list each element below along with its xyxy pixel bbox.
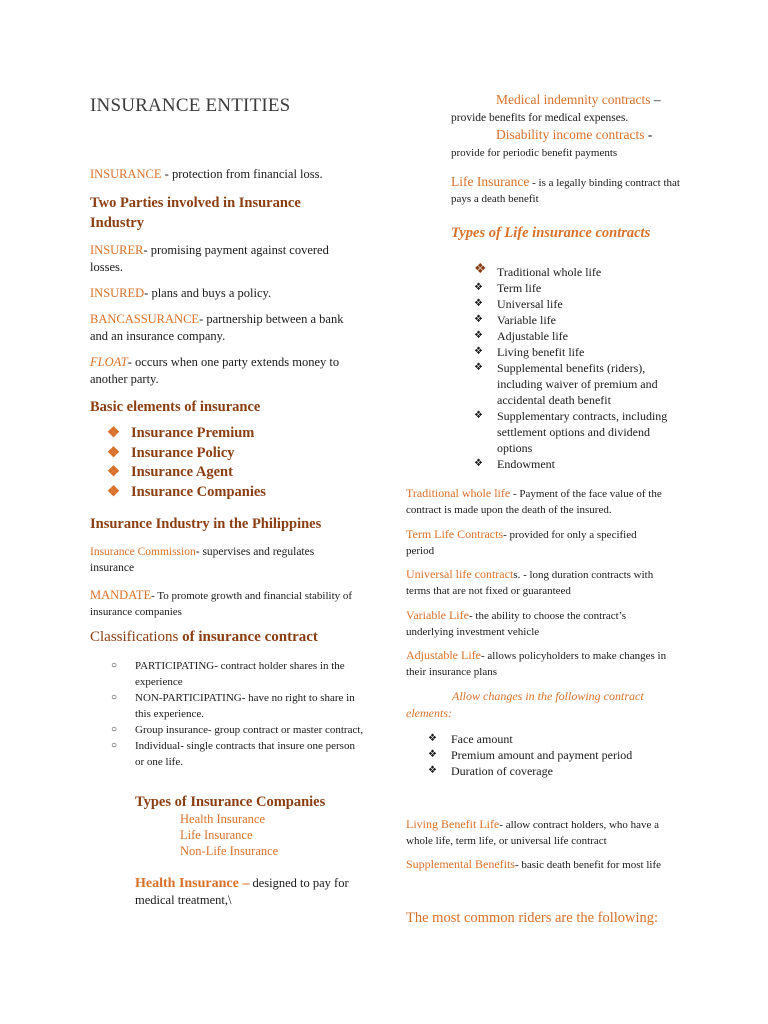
- diamond-bullet-icon: ❖: [428, 765, 437, 776]
- definition: - the ability to choose the contract’s underlying investment vehicle: [406, 610, 626, 638]
- term: Term Life Contracts: [406, 527, 504, 541]
- section-heading-industry: Insurance Industry in the Philippines: [90, 516, 322, 532]
- insurance-definition: [90, 166, 380, 183]
- definition: - promising payment against covered losses.: [90, 243, 329, 274]
- term: Supplemental Benefits: [406, 857, 515, 871]
- diamond-bullet-icon: ❖: [107, 464, 120, 480]
- circle-bullet-icon: ○: [111, 692, 118, 703]
- diamond-bullet-icon: ❖: [474, 410, 483, 421]
- list-item: ❖ Endowment: [474, 457, 555, 471]
- list-item: ❖ Premium amount and payment period: [428, 748, 633, 762]
- diamond-bullet-icon: ❖: [428, 733, 437, 744]
- term: Insurance Commission: [90, 546, 196, 558]
- list-item: ❖ Universal life: [474, 297, 563, 311]
- definition: - To promote growth and financial stability of insurance companies: [90, 590, 353, 618]
- section-heading-two-parties: Two Parties involved in Insurance Industry: [90, 195, 301, 231]
- diamond-bullet-icon: ❖: [107, 483, 120, 500]
- list-item: Life Insurance: [180, 828, 253, 842]
- diamond-bullet-icon: ❖: [107, 444, 120, 461]
- definition: - Payment of the face value of the contract is made upon the death of the insured.: [406, 488, 662, 516]
- term: Variable Life: [406, 608, 469, 622]
- term: Health Insurance –: [135, 876, 250, 891]
- diamond-bullet-icon: ❖: [474, 314, 483, 325]
- definition: - partnership between a bank and an insurance company.: [90, 312, 344, 343]
- list-item: ❖ Traditional whole life: [474, 262, 602, 279]
- variable-life-definition: [406, 607, 656, 640]
- list-item: ○ Individual- single contracts that insure one person or one life.: [111, 740, 355, 768]
- section-heading-classifications: Classifications of insurance contract: [90, 629, 318, 645]
- universal-life-definition: [406, 566, 676, 599]
- allow-changes-list: [428, 731, 632, 779]
- medical-indemnity-term: Medical indemnity contracts –: [496, 92, 661, 107]
- supplemental-benefits-definition: [406, 856, 696, 873]
- section-heading-types-life: Types of Life insurance contracts: [451, 225, 651, 241]
- term: INSURANCE: [90, 167, 162, 181]
- term: INSURER: [90, 243, 144, 257]
- list-item: ❖ Face amount: [428, 732, 513, 746]
- health-insurance-definition: [135, 875, 365, 909]
- section-heading-types-companies: Types of Insurance Companies: [135, 794, 326, 810]
- insured-definition: [90, 285, 360, 302]
- definition: - provided for only a specified period: [406, 529, 637, 557]
- float-definition: [90, 354, 358, 388]
- definition: - allows policyholders to make changes in their insurance plans: [406, 650, 667, 678]
- list-item: ❖ Insurance Premium: [107, 425, 255, 441]
- term: INSURED: [90, 286, 145, 300]
- diamond-bullet-icon: ❖: [474, 346, 483, 357]
- term-life-definition: [406, 526, 666, 559]
- riders-heading: The most common riders are the following:: [406, 910, 659, 926]
- bancassurance-definition: [90, 311, 362, 345]
- term: BANCASSURANCE: [90, 312, 200, 326]
- definition: - protection from financial loss.: [161, 167, 323, 181]
- diamond-bullet-icon: ❖: [474, 362, 483, 373]
- circle-bullet-icon: ○: [111, 724, 118, 735]
- diamond-bullet-icon: ❖: [428, 749, 437, 760]
- classifications-list: [111, 658, 366, 770]
- term: Life Insurance: [451, 174, 530, 189]
- list-item: ❖ Duration of coverage: [428, 764, 553, 778]
- list-item: ❖ Insurance Policy: [107, 444, 235, 461]
- types-companies-list: [180, 811, 278, 859]
- diamond-bullet-icon: ❖: [474, 282, 483, 293]
- medical-indemnity-definition: provide benefits for medical expenses.: [451, 112, 629, 124]
- list-item: ○ NON-PARTICIPATING- have no right to share in this experience.: [111, 692, 355, 720]
- term: MANDATE: [90, 588, 152, 602]
- list-item: ❖ Supplemental benefits (riders), including waiver of premium and accidental death benefit: [474, 361, 658, 407]
- list-item: ❖ Adjustable life: [474, 329, 568, 343]
- living-benefit-definition: [406, 816, 681, 849]
- definition: designed to pay for medical treatment,\: [135, 876, 349, 907]
- life-types-list: [474, 264, 684, 472]
- term: Traditional whole life: [406, 486, 511, 500]
- list-item: ❖ Term life: [474, 281, 542, 295]
- diamond-bullet-icon: ❖: [474, 458, 483, 469]
- term: Universal life contract: [406, 567, 514, 581]
- list-item: ❖ Variable life: [474, 313, 556, 327]
- insurer-definition: [90, 242, 355, 276]
- definition: - allow contract holders, who have a whole life, term life, or universal life contract: [406, 819, 660, 847]
- basic-elements-list: [107, 425, 266, 503]
- section-heading-basic-elements: Basic elements of insurance: [90, 399, 261, 415]
- mandate-definition: [90, 587, 365, 620]
- list-item: ❖ Living benefit life: [474, 345, 585, 359]
- list-item: ○ Group insurance- group contract or master contract,: [111, 724, 364, 736]
- definition: s. - long duration contracts with terms that are not fixed or guaranteed: [406, 569, 654, 597]
- adjustable-life-definition: [406, 647, 686, 680]
- list-item: Non-Life Insurance: [180, 844, 279, 858]
- page-title: INSURANCE ENTITIES: [90, 95, 291, 116]
- disability-income-definition: provide for periodic benefit payments: [451, 147, 618, 159]
- diamond-bullet-icon: ❖: [474, 298, 483, 309]
- disability-income-term: Disability income contracts -: [496, 127, 653, 142]
- term: Living Benefit Life: [406, 817, 500, 831]
- diamond-bullet-icon: ❖: [474, 262, 487, 277]
- term: Adjustable Life: [406, 648, 481, 662]
- list-item: ❖ Insurance Companies: [107, 483, 266, 500]
- life-insurance-definition: [451, 174, 691, 207]
- circle-bullet-icon: ○: [111, 740, 118, 751]
- list-item: ❖ Supplementary contracts, including settlement options and dividend options: [474, 409, 668, 455]
- diamond-bullet-icon: ❖: [474, 330, 483, 341]
- definition: - is a legally binding contract that pays a death benefit: [451, 177, 680, 205]
- list-item: Health Insurance: [180, 812, 266, 826]
- list-item: ❖ Insurance Agent: [107, 464, 233, 480]
- definition: - plans and buys a policy.: [144, 286, 272, 300]
- term: FLOAT: [90, 355, 128, 369]
- diamond-bullet-icon: ❖: [107, 425, 120, 441]
- allow-changes-heading: Allow changes in the following contract elements:: [406, 689, 644, 720]
- traditional-whole-life-definition: [406, 485, 681, 518]
- definition: - occurs when one party extends money to another party.: [90, 355, 340, 386]
- definition: - basic death benefit for most life: [514, 859, 661, 871]
- definition: - supervises and regulates insurance: [90, 546, 315, 574]
- list-item: ○ PARTICIPATING- contract holder shares in the experience: [111, 660, 345, 688]
- commission-definition: [90, 544, 360, 576]
- circle-bullet-icon: ○: [111, 660, 118, 671]
